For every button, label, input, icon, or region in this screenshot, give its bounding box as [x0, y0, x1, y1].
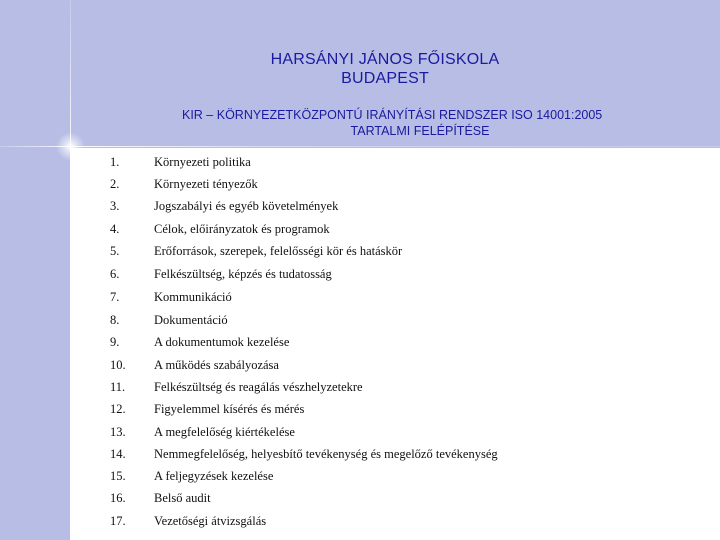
item-text: Célok, előirányzatok és programok: [154, 222, 330, 236]
left-decor-band: [0, 0, 70, 540]
item-number: 6.: [110, 267, 120, 281]
item-text: A megfelelőség kiértékelése: [154, 425, 295, 439]
item-text: Környezeti politika: [154, 155, 251, 169]
item-text: Dokumentáció: [154, 313, 228, 327]
item-number: 14.: [110, 447, 126, 461]
item-number: 4.: [110, 222, 120, 236]
item-number: 8.: [110, 313, 120, 327]
item-text: A dokumentumok kezelése: [154, 335, 290, 349]
item-text: A feljegyzések kezelése: [154, 469, 274, 483]
item-number: 12.: [110, 402, 126, 416]
item-number: 7.: [110, 290, 120, 304]
structure-subtitle: TARTALMI FELÉPÍTÉSE: [350, 124, 490, 138]
item-text: Felkészültség, képzés és tudatosság: [154, 267, 332, 281]
item-number: 17.: [110, 514, 126, 528]
item-text: Jogszabályi és egyéb követelmények: [154, 199, 339, 213]
item-text: A működés szabályozása: [154, 358, 279, 372]
decor-vertical-line: [70, 0, 71, 540]
item-text: Környezeti tényezők: [154, 177, 258, 191]
institution-title: HARSÁNYI JÁNOS FŐISKOLA: [270, 51, 500, 68]
item-text: Nemmegfelelőség, helyesbítő tevékenység és megelőző tevékenység: [154, 447, 498, 461]
item-text: Belső audit: [154, 491, 211, 505]
item-number: 13.: [110, 425, 126, 439]
decor-horizontal-line: [0, 146, 720, 147]
item-number: 2.: [110, 177, 120, 191]
item-text: Felkészültség és reagálás vészhelyzetekre: [154, 380, 363, 394]
sparkle-icon: [55, 131, 86, 162]
item-text: Vezetőségi átvizsgálás: [154, 514, 267, 528]
system-title: KIR – KÖRNYEZETKÖZPONTÚ IRÁNYÍTÁSI RENDSZER ISO 14001:2005: [182, 108, 603, 122]
item-number: 15.: [110, 469, 126, 483]
item-text: Erőforrások, szerepek, felelősségi kör és hatáskör: [154, 244, 403, 258]
item-number: 9.: [110, 335, 120, 349]
institution-city: BUDAPEST: [341, 70, 429, 87]
item-number: 10.: [110, 358, 126, 372]
item-number: 3.: [110, 199, 120, 213]
item-number: 16.: [110, 491, 126, 505]
item-text: Kommunikáció: [154, 290, 232, 304]
item-text: Figyelemmel kísérés és mérés: [154, 402, 305, 416]
item-number: 5.: [110, 244, 120, 258]
item-number: 1.: [110, 155, 120, 169]
item-number: 11.: [110, 380, 126, 394]
